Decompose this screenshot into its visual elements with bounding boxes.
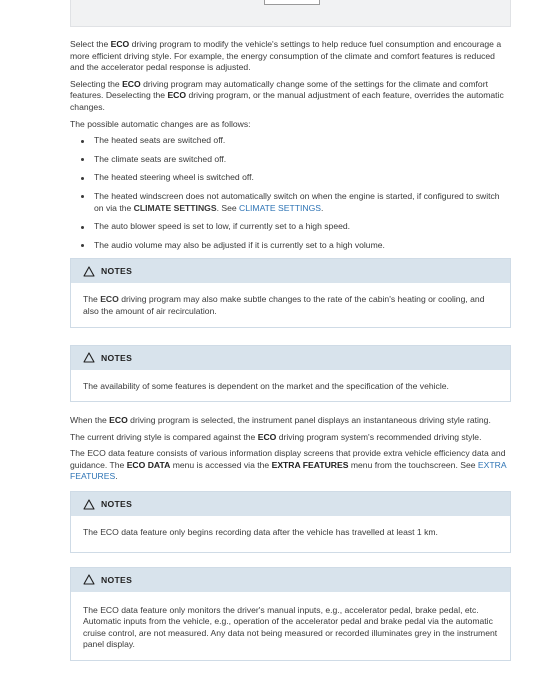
note-text: The ECO data feature only monitors the driver's manual inputs, e.g., accelerator pedal, brake pedal, etc. Automatic inputs from the vehicle, e.g., operation of the accelerator pedal and brake pedal via the automatic cruise control, are not measured. Any data not being measured or recorded illuminates grey in the instrument panel display. <box>83 604 498 650</box>
list-item: The audio volume may also be adjusted if it is currently set to a high volume. <box>70 240 511 252</box>
note-header <box>71 492 510 516</box>
list-item: The climate seats are switched off. <box>70 154 511 166</box>
list-item: The heated steering wheel is switched off. <box>70 172 511 184</box>
note-box-monitoring <box>70 567 511 661</box>
paragraph-possible-changes: The possible automatic changes are as follows: <box>70 118 251 129</box>
previous-figure-panel <box>70 0 511 27</box>
warning-triangle-icon <box>83 499 95 510</box>
note-header <box>71 259 510 283</box>
climate-settings-link[interactable]: CLIMATE SETTINGS <box>239 202 322 213</box>
automatic-changes-list <box>70 135 511 251</box>
warning-triangle-icon <box>83 352 95 363</box>
note-title: NOTES <box>101 266 133 277</box>
list-item: The auto blower speed is set to low, if currently set to a high speed. <box>70 221 511 233</box>
note-text: The availability of some features is dependent on the market and the specification of the vehicle. <box>83 380 449 391</box>
note-box-recording <box>70 491 511 553</box>
note-box-cabin <box>70 258 511 327</box>
paragraph-driving-style: The current driving style is compared against the ECO driving program system's recommended driving style. <box>70 431 482 442</box>
note-box-availability <box>70 345 511 403</box>
note-header <box>71 346 510 370</box>
note-title: NOTES <box>101 574 133 585</box>
paragraph-driving-rating: When the ECO driving program is selected, the instrument panel displays an instantaneous driving style rating. <box>70 415 491 426</box>
warning-triangle-icon <box>83 574 95 585</box>
list-item-windscreen: The heated windscreen does not automatically switch on when the engine is started, if configured to switch on via the CLIMATE SETTINGS. See CLIMATE SETTINGS. <box>70 191 511 214</box>
note-title: NOTES <box>101 499 133 510</box>
note-text: The ECO driving program may also make subtle changes to the rate of the cabin's heating or cooling, and also the amount of air recirculation. <box>83 294 485 316</box>
paragraph-eco-settings: Selecting the ECO driving program may automatically change some of the settings for the climate and comfort features. Deselecting the ECO driving program, or the manual adjustment of each feature, overrides the automatic changes. <box>70 78 504 112</box>
figure-frame-edge <box>264 0 320 5</box>
warning-triangle-icon <box>83 266 95 277</box>
list-item: The heated seats are switched off. <box>70 135 511 147</box>
document-body <box>70 39 511 674</box>
paragraph-eco-intro: Select the ECO driving program to modify the vehicle's settings to help reduce fuel consumption and encourage a more efficient driving style. For example, the energy consumption of the climate and comfort features is reduced and the accelerator pedal response is adjusted. <box>70 39 502 73</box>
note-text: The ECO data feature only begins recording data after the vehicle has travelled at least 1 km. <box>83 527 438 538</box>
note-header <box>71 568 510 592</box>
note-title: NOTES <box>101 352 133 363</box>
extra-features-link[interactable]: EXTRA FEATURES <box>70 459 507 482</box>
paragraph-eco-data: The ECO data feature consists of various information display screens that provide extra vehicle efficiency data and guidance. The ECO DATA menu is accessed via the EXTRA FEATURES menu from the touchscreen. See EXTRA FEATURES. <box>70 448 507 482</box>
